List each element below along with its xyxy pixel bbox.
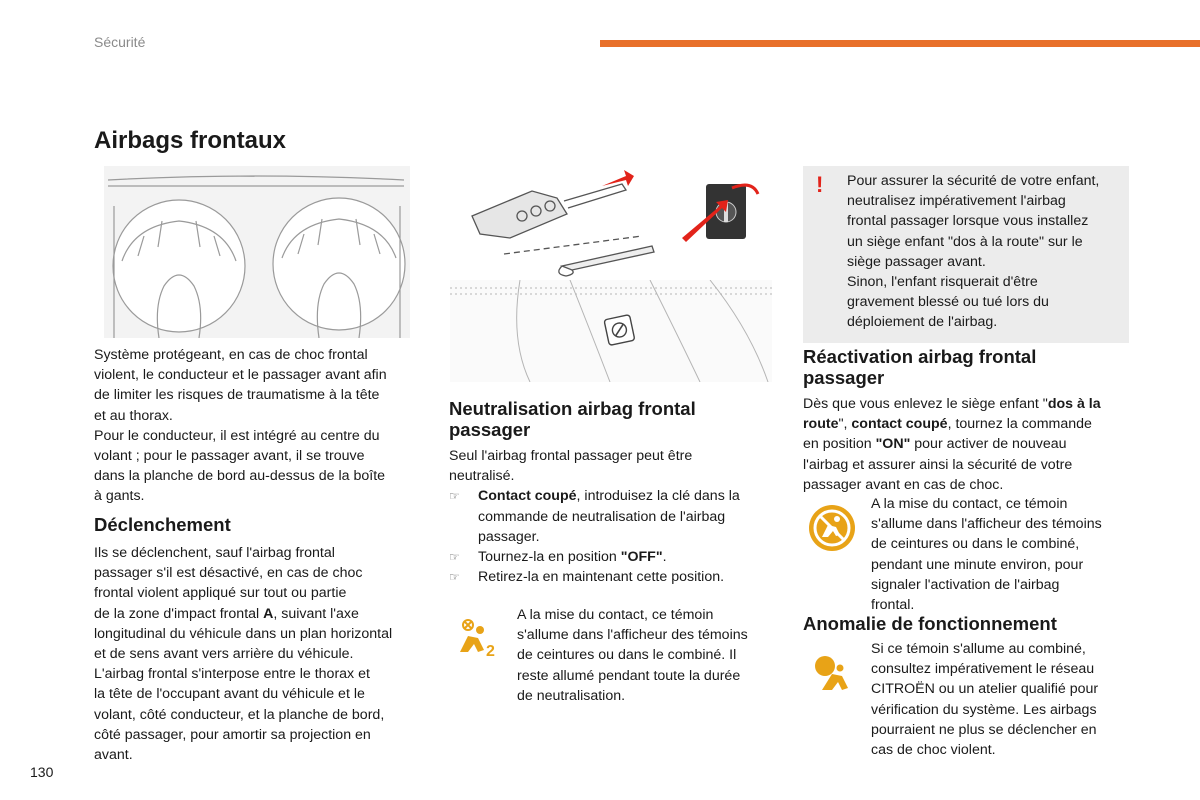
warning-line: gravement blessé ou tué lors du (847, 294, 1049, 311)
intro-line: de limiter les risques de traumatisme à la tête (94, 387, 380, 404)
heading-line: Réactivation airbag frontal (803, 346, 1037, 367)
deployment-line: la tête de l'occupant avant du véhicule et le (94, 686, 365, 703)
step-1 (449, 486, 779, 547)
step-text: passager. (478, 528, 540, 545)
warning-line: Pour assurer la sécurité de votre enfant, (847, 173, 1100, 189)
neutralisation-line: neutralisé. (449, 468, 515, 485)
deployment-paragraph (94, 543, 429, 765)
step-3 (449, 567, 779, 587)
warning-line: un siège enfant "dos à la route" sur le (847, 233, 1083, 250)
airbag-off-crossed-icon (806, 503, 858, 553)
intro-line: dans la planche de bord au-dessus de la boîte (94, 468, 386, 485)
lamp-line: signaler l'activation de l'airbag (871, 576, 1060, 593)
step-bold: Contact coupé (478, 488, 577, 505)
deployment-line: L'airbag frontal s'interpose entre le thorax et (94, 666, 370, 683)
deployment-line: et de sens avant vers arrière du véhicule. (94, 646, 354, 663)
step-text: Tournez-la en position (478, 549, 621, 566)
neutralisation-line: Seul l'airbag frontal passager peut être (449, 448, 693, 464)
anomaly-line: pourraient ne plus se déclencher en (871, 721, 1097, 738)
heading-line: Neutralisation airbag frontal (449, 398, 696, 419)
lamp-line: reste allumé pendant toute la durée (517, 667, 741, 684)
reactivation-text: ", (838, 416, 852, 433)
heading-anomaly: Anomalie de fonctionnement (803, 613, 1057, 634)
svg-text:2: 2 (486, 643, 495, 658)
heading-deployment: Déclenchement (94, 514, 231, 535)
lamp-line: de neutralisation. (517, 687, 626, 704)
anomaly-line: vérification du système. Les airbags (871, 701, 1097, 718)
intro-line: Pour le conducteur, il est intégré au centre du (94, 427, 380, 444)
lamp-line: pendant une minute environ, pour (871, 556, 1084, 573)
intro-line: volant ; pour le passager avant, il se trouve (94, 448, 365, 465)
reactivation-bold: "ON" (875, 436, 911, 453)
glovebox-switch-illustration (450, 280, 772, 382)
step-bold: "OFF" (620, 549, 663, 566)
anomaly-line: CITROËN ou un atelier qualifié pour (871, 681, 1099, 698)
pointing-hand-icon: ☞ (449, 570, 460, 585)
anomaly-paragraph (871, 639, 1141, 760)
deployment-line: volant, côté conducteur, et la planche de bord, (94, 706, 385, 723)
lamp-line: de ceintures ou dans le combiné. Il (517, 647, 737, 664)
heading-reactivation (803, 346, 1133, 388)
deployment-line: longitudinal du véhicule dans un plan horizontal (94, 625, 393, 642)
deployment-line: avant. (94, 747, 133, 764)
reactivation-bold: route (803, 416, 839, 433)
intro-line: et au thorax. (94, 407, 173, 424)
step-text: . (662, 549, 667, 566)
page-title: Airbags frontaux (94, 127, 287, 154)
intro-line: à gants. (94, 488, 145, 505)
lamp-line: A la mise du contact, ce témoin (871, 496, 1068, 512)
reactivation-bold: contact coupé (851, 416, 948, 433)
deployment-line: frontal violent appliqué sur tout ou partie (94, 585, 347, 602)
deployment-line: passager s'il est désactivé, en cas de choc (94, 565, 363, 582)
step-text: , introduisez la clé dans la (576, 488, 740, 505)
heading-neutralisation (449, 398, 779, 440)
intro-line: Système protégeant, en cas de choc frontal (94, 347, 368, 363)
heading-line: passager (449, 419, 531, 440)
reactivation-bold: dos à la (1047, 396, 1101, 412)
pointing-hand-icon: ☞ (449, 550, 460, 565)
step-text: commande de neutralisation de l'airbag (478, 508, 726, 525)
warning-line: déploiement de l'airbag. (847, 314, 998, 331)
intro-line: violent, le conducteur et le passager avant afin (94, 367, 387, 384)
warning-text (847, 171, 1127, 333)
deployment-text: de la zone d'impact frontal (94, 605, 264, 622)
heading-line: passager (803, 367, 885, 388)
reactivation-text: pour activer de nouveau (910, 436, 1067, 453)
airbag-off-warning-lamp-icon (454, 616, 500, 658)
anomaly-line: consultez impérativement le réseau (871, 661, 1095, 678)
lamp-paragraph (517, 605, 787, 706)
reactivation-line: passager avant en cas de choc. (803, 476, 1004, 493)
warning-line: Sinon, l'enfant risquerait d'être (847, 274, 1038, 291)
section-label: Sécurité (94, 34, 146, 50)
warning-icon: ! (816, 172, 824, 197)
neutralisation-paragraph (449, 446, 779, 587)
reactivation-text: en position (803, 436, 876, 453)
warning-line: siège passager avant. (847, 253, 986, 270)
lamp-line: A la mise du contact, ce témoin (517, 607, 714, 623)
lamp-line: s'allume dans l'afficheur des témoins (871, 516, 1102, 533)
reactivation-text: , tournez la commande (947, 416, 1092, 433)
reactivation-line: l'airbag et assurer ainsi la sécurité de votre (803, 456, 1073, 473)
warning-line: neutralisez impérativement l'airbag (847, 193, 1066, 210)
lamp-line: de ceintures ou dans le combiné, (871, 536, 1080, 553)
key-switch-illustration (462, 166, 770, 278)
warning-line: frontal passager lorsque vous installez (847, 213, 1089, 230)
lamp-line: s'allume dans l'afficheur des témoins (517, 627, 748, 644)
deployment-line: côté passager, pour amortir sa projection en (94, 726, 371, 743)
anomaly-line: cas de choc violent. (871, 742, 996, 759)
lamp-line: frontal. (871, 597, 915, 614)
pointing-hand-icon: ☞ (449, 489, 460, 504)
reactivation-text: Dès que vous enlevez le siège enfant " (803, 396, 1048, 412)
intro-paragraph (94, 345, 424, 507)
frontal-airbags-illustration (104, 166, 410, 338)
header-accent-bar (600, 40, 1200, 47)
deployment-line (94, 604, 429, 624)
impact-zone-label: A (263, 605, 274, 622)
airbag-fault-icon (810, 652, 856, 692)
reactivation-paragraph (803, 394, 1138, 495)
step-text: Retirez-la en maintenant cette position. (478, 569, 725, 586)
page-number: 130 (30, 764, 54, 780)
deployment-text: , suivant l'axe (273, 605, 359, 622)
anomaly-line: Si ce témoin s'allume au combiné, (871, 641, 1086, 657)
step-2 (449, 547, 779, 567)
deployment-line: Ils se déclenchent, sauf l'airbag frontal (94, 545, 335, 561)
reactivation-lamp-paragraph (871, 494, 1141, 615)
